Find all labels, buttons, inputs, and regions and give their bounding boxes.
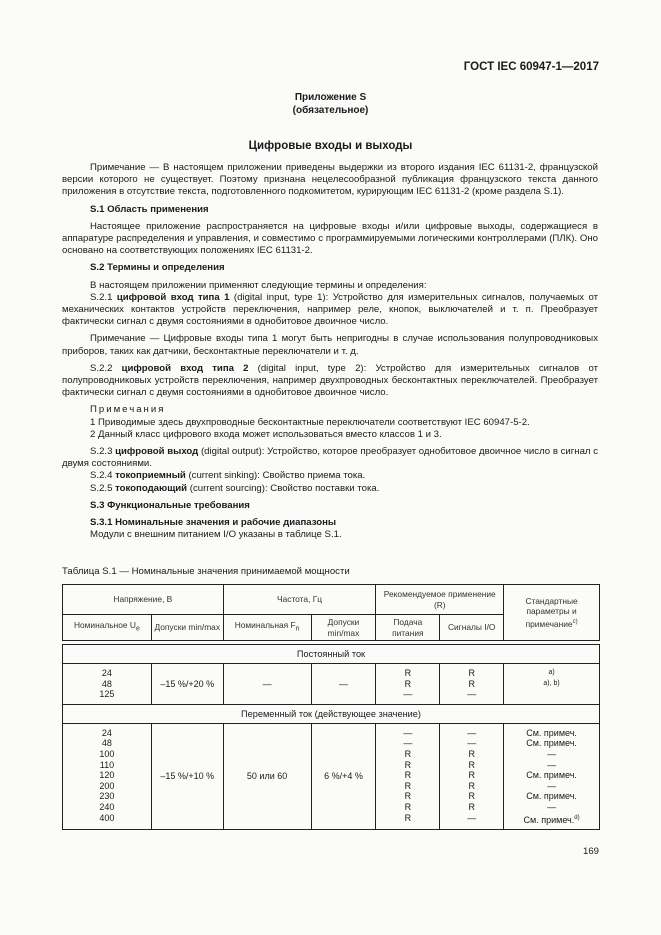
annex-heading <box>0 91 661 117</box>
header-signals: Сигналы I/O <box>440 615 504 641</box>
definition: S.2.4 токоприемный (current sinking): Свойство приема тока. <box>90 470 366 482</box>
note-item: 1 Приводимые здесь двухпроводные бесконтактные переключатели соответствуют IEC 60947-5-2. <box>90 416 530 428</box>
definition: S.2.1 цифровой вход типа 1 (digital input, type 1): Устройство для измерительных сигналов, получаемых от механических контактов устройств переключения, например реле, кнопок, выключателей и т. п. Преобразует фактически сигнал с двумя состояниями в однобитовое двоичное число. <box>62 291 598 328</box>
header-nominal-voltage: Номинальное $U_e$ <box>63 615 152 641</box>
annex-name: Приложение S <box>294 92 367 103</box>
paragraph: Модули с внешним питанием I/O указаны в таблице S.1. <box>90 529 342 541</box>
dc-frequency-tolerance: — <box>311 664 376 705</box>
header-voltage: Напряжение, В <box>63 585 224 615</box>
subsection-heading: S.3.1 Номинальные значения и рабочие диапазоны <box>90 517 337 529</box>
ac-voltages: 24 48 100 110 120 200 230 240 400 <box>63 723 152 829</box>
header-frequency: Частота, Гц <box>223 585 376 615</box>
document-body <box>62 162 598 541</box>
header-voltage-tolerance: Допуски min/max <box>151 615 223 641</box>
note-paragraph: Примечание — В настоящем приложении приведены выдержки из второго издания IEC 61131-2, французской версии которого не существует. Поэтому признана нецелесообразной публикация французского текста данного приложения в отсутствие текста, подготовленного подкомитетом, курирующим IEC 61131-2 (кроме раздела S.1). <box>62 162 598 198</box>
definition: S.2.3 цифровой выход (digital output): Устройство, которое преобразует однобитовое двоичное число в сигнал с двумя состояниями. <box>62 446 598 470</box>
definition: S.2.2 цифровой вход типа 2 (digital input, type 2): Устройство для измерительных сигналов от полупроводниковых устройств переключения, например двухпроводных бесконтактных переключателей. Преобразует фактически сигнал с двумя состояниями в однобитовое двоичное число. <box>62 362 598 399</box>
ac-notes: См. примеч. См. примеч. — — См. примеч. — См. примеч. — См. примеч.$^{d)}$ <box>504 723 600 829</box>
ac-supply: — — R R R R R R R <box>376 723 440 829</box>
power-table <box>62 584 600 830</box>
ac-frequency-tolerance: 6 %/+4 % <box>311 723 376 829</box>
section-heading: S.2 Термины и определения <box>90 262 225 274</box>
section-dc: Постоянный ток <box>63 645 600 664</box>
section-ac: Переменный ток (действующее значение) <box>63 704 600 723</box>
ac-tolerance: –15 %/+10 % <box>151 723 223 829</box>
header-standard: Стандартные параметры и примечание$^{c)}$ <box>504 585 600 641</box>
table-caption: Таблица S.1 — Номинальные значения принимаемой мощности <box>62 566 350 577</box>
standard-number: ГОСТ IEC 60947-1—2017 <box>463 61 599 73</box>
note-paragraph: Примечание — Цифровые входы типа 1 могут быть непригодны в случае использования полупроводниковых приборов, таких как датчики, бесконтактные переключатели и т. д. <box>62 333 598 357</box>
header-frequency-tolerance: Допуски min/max <box>311 615 376 641</box>
dc-notes: a) a), b) <box>504 664 600 705</box>
header-supply: Подача питания <box>376 615 440 641</box>
definition: S.2.5 токоподающий (current sourcing): Свойство поставки тока. <box>90 482 380 494</box>
section-heading: S.3 Функциональные требования <box>90 499 250 511</box>
dc-frequency: — <box>223 664 311 705</box>
dc-voltages: 24 48 125 <box>63 664 152 705</box>
section-heading: S.1 Область применения <box>90 203 209 215</box>
dc-supply: R R — <box>376 664 440 705</box>
header-nominal-frequency: Номинальная $F_n$ <box>223 615 311 641</box>
page-number: 169 <box>582 846 599 857</box>
paragraph: В настоящем приложении применяют следующие термины и определения: <box>90 279 427 291</box>
note-item: 2 Данный класс цифрового входа может использоваться вместо классов 1 и 3. <box>90 428 442 440</box>
header-recommended: Рекомендуемое применение (R) <box>376 585 504 615</box>
ac-signals: — — R R R R R R — <box>440 723 504 829</box>
ac-frequency: 50 или 60 <box>223 723 311 829</box>
annex-status: (обязательное) <box>292 105 369 116</box>
dc-tolerance: –15 %/+20 % <box>151 664 223 705</box>
annex-title: Цифровые входы и выходы <box>248 140 413 152</box>
dc-signals: R R — <box>440 664 504 705</box>
notes-heading: Примечания <box>90 404 166 416</box>
paragraph: Настоящее приложение распространяется на цифровые входы и/или цифровые выходы, содержащиеся в аппаратуре распределения и управления, и совместимо с программируемыми логическими контроллерами (ПЛК). Оно основано на соответствующих положениях IEC 61131-2. <box>62 220 598 257</box>
